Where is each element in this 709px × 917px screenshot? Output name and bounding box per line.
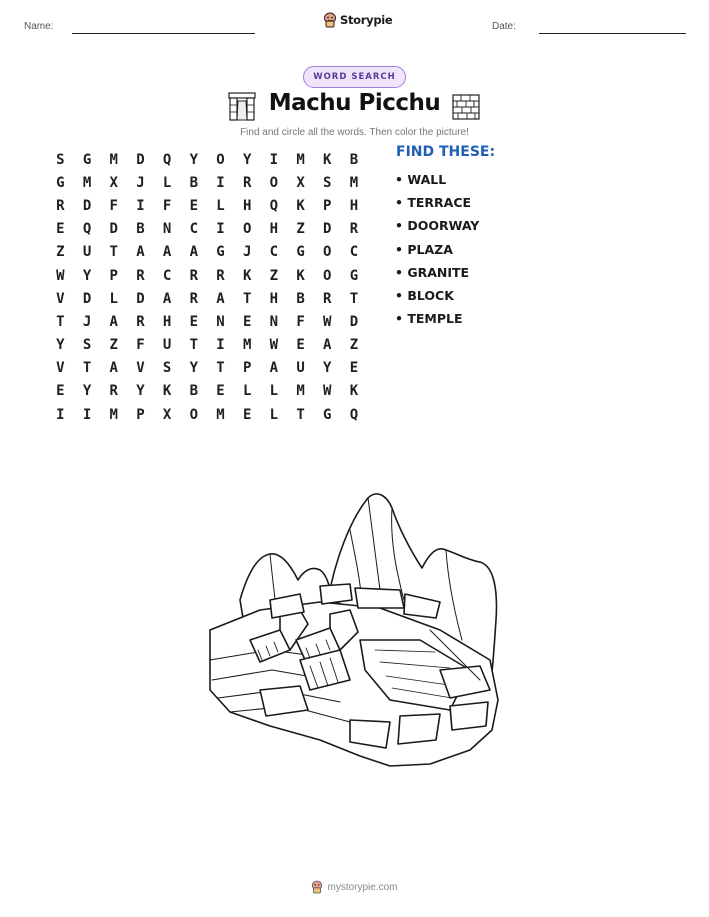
grid-letter[interactable]: O [269, 174, 279, 191]
grid-letter[interactable]: I [56, 406, 65, 423]
grid-row [47, 194, 367, 217]
grid-letter[interactable]: P [109, 267, 118, 284]
grid-row [47, 357, 367, 380]
grid-letter[interactable]: I [216, 221, 225, 238]
grid-letter[interactable]: I [216, 337, 225, 354]
grid-letter[interactable]: S [56, 151, 65, 168]
grid-letter[interactable]: A [162, 290, 172, 307]
word-list-item: • WALL [395, 172, 447, 187]
grid-letter[interactable]: V [136, 360, 145, 377]
grid-letter[interactable]: R [189, 267, 198, 284]
grid-letter[interactable]: P [136, 406, 145, 423]
grid-letter[interactable]: L [242, 383, 252, 400]
grid-letter[interactable]: V [56, 360, 65, 377]
grid-letter[interactable]: S [82, 337, 92, 354]
grid-letter[interactable]: W [269, 337, 279, 354]
grid-row [47, 264, 367, 287]
grid-letter[interactable]: Z [269, 267, 279, 284]
grid-letter[interactable]: O [216, 151, 225, 168]
word-list-item: • PLAZA [395, 241, 453, 257]
grid-letter[interactable]: N [162, 221, 172, 238]
grid-letter[interactable]: L [109, 290, 118, 307]
grid-letter[interactable]: R [189, 290, 198, 307]
grid-letter[interactable]: H [162, 313, 172, 330]
grid-letter[interactable]: K [242, 267, 252, 284]
grid-letter[interactable]: E [56, 221, 65, 238]
grid-letter[interactable]: R [349, 221, 359, 238]
grid-letter[interactable]: C [189, 221, 198, 238]
grid-letter[interactable]: T [242, 290, 252, 307]
grid-letter[interactable]: M [109, 151, 118, 168]
grid-letter[interactable]: T [82, 360, 92, 377]
grid-letter[interactable]: F [136, 337, 145, 354]
grid-letter[interactable]: G [82, 151, 92, 168]
grid-letter[interactable]: Y [242, 151, 252, 168]
grid-letter[interactable]: K [349, 383, 359, 400]
brand [323, 12, 392, 28]
grid-row [47, 287, 367, 310]
grid-letter[interactable]: D [136, 151, 145, 168]
grid-letter[interactable]: R [136, 313, 145, 330]
grid-letter[interactable]: P [242, 360, 252, 377]
grid-letter[interactable]: K [296, 267, 305, 284]
grid-letter[interactable]: J [82, 313, 92, 330]
grid-letter[interactable]: B [349, 151, 359, 168]
grid-row [47, 241, 367, 264]
grid-letter[interactable]: H [349, 197, 359, 214]
grid-letter[interactable]: O [323, 267, 332, 284]
grid-letter[interactable]: A [109, 313, 118, 330]
grid-letter[interactable]: W [323, 313, 332, 330]
grid-letter[interactable]: E [56, 383, 65, 400]
grid-letter[interactable]: X [162, 406, 172, 423]
grid-letter[interactable]: D [323, 221, 332, 238]
grid-letter[interactable]: X [296, 174, 305, 191]
grid-letter[interactable]: I [136, 197, 145, 214]
grid-letter[interactable]: Y [136, 383, 145, 400]
grid-letter[interactable]: T [189, 337, 198, 354]
grid-letter[interactable]: Y [82, 383, 92, 400]
grid-letter[interactable]: E [242, 406, 252, 423]
grid-row [47, 334, 367, 357]
grid-letter[interactable]: G [323, 406, 332, 423]
grid-letter[interactable]: L [216, 197, 225, 214]
grid-letter[interactable]: Z [56, 244, 65, 261]
grid-letter[interactable]: B [189, 174, 198, 191]
grid-letter[interactable]: S [162, 360, 172, 377]
grid-letter[interactable]: G [296, 244, 305, 261]
grid-letter[interactable]: M [296, 151, 305, 168]
grid-letter[interactable]: A [136, 244, 145, 261]
grid-letter[interactable]: Y [189, 360, 198, 377]
grid-letter[interactable]: E [216, 383, 225, 400]
grid-letter[interactable]: K [162, 383, 172, 400]
grid-letter[interactable]: Y [189, 151, 198, 168]
grid-letter[interactable]: M [109, 406, 118, 423]
grid-letter[interactable]: X [109, 174, 118, 191]
grid-row [47, 310, 367, 333]
grid-letter[interactable]: A [162, 244, 172, 261]
page-title: Machu Picchu [268, 90, 441, 116]
grid-letter[interactable]: M [216, 406, 225, 423]
grid-letter[interactable]: J [136, 174, 145, 191]
grid-letter[interactable]: D [109, 221, 118, 238]
grid-letter[interactable]: N [216, 313, 225, 330]
word-list-item: • DOORWAY [395, 218, 480, 234]
letter-grid[interactable] [47, 148, 367, 426]
word-list-item: • TEMPLE [395, 311, 463, 327]
grid-letter[interactable]: D [82, 290, 92, 307]
stone-wall-icon [452, 94, 480, 120]
grid-letter[interactable]: B [189, 383, 198, 400]
grid-letter[interactable]: T [109, 244, 118, 261]
name-line[interactable] [72, 33, 255, 34]
name-label: Name: [24, 21, 54, 32]
date-label: Date: [492, 21, 516, 32]
grid-letter[interactable]: C [349, 244, 359, 261]
grid-letter[interactable]: E [296, 337, 305, 354]
grid-letter[interactable]: T [56, 313, 65, 330]
grid-letter[interactable]: Q [82, 221, 92, 238]
grid-letter[interactable]: T [216, 360, 225, 377]
grid-letter[interactable]: B [136, 221, 145, 238]
grid-letter[interactable]: F [296, 313, 305, 330]
grid-letter[interactable]: R [56, 197, 65, 214]
grid-letter[interactable]: R [136, 267, 145, 284]
grid-letter[interactable]: Y [323, 360, 332, 377]
grid-letter[interactable]: I [82, 406, 92, 423]
grid-letter[interactable]: C [162, 267, 172, 284]
grid-letter[interactable]: Z [349, 337, 359, 354]
grid-letter[interactable]: A [189, 244, 198, 261]
storypie-logo-icon [311, 880, 323, 894]
grid-letter[interactable]: D [136, 290, 145, 307]
grid-letter[interactable]: A [109, 360, 118, 377]
date-line[interactable] [539, 33, 686, 34]
grid-row [47, 171, 367, 194]
grid-letter[interactable]: G [349, 267, 359, 284]
grid-letter[interactable]: O [189, 406, 198, 423]
grid-letter[interactable]: E [242, 313, 252, 330]
grid-letter[interactable]: Q [349, 406, 359, 423]
grid-letter[interactable]: Y [56, 337, 65, 354]
machu-picchu-illustration[interactable] [200, 490, 505, 770]
storypie-logo-icon [323, 12, 337, 28]
grid-letter[interactable]: Z [109, 337, 118, 354]
grid-letter[interactable]: U [82, 244, 92, 261]
grid-row [47, 148, 367, 171]
grid-letter[interactable]: G [216, 244, 225, 261]
grid-letter[interactable]: H [269, 221, 279, 238]
grid-letter[interactable]: M [296, 383, 305, 400]
grid-letter[interactable]: A [323, 337, 332, 354]
grid-letter[interactable]: T [349, 290, 359, 307]
grid-letter[interactable]: T [296, 406, 305, 423]
grid-letter[interactable]: B [296, 290, 305, 307]
word-list-item: • TERRACE [395, 195, 472, 211]
footer [0, 880, 709, 894]
grid-letter[interactable]: D [349, 313, 359, 330]
word-list-item: • GRANITE [395, 264, 470, 280]
grid-letter[interactable]: Y [82, 267, 92, 284]
grid-row [47, 218, 367, 241]
grid-letter[interactable]: O [242, 221, 252, 238]
grid-letter[interactable]: Z [296, 221, 305, 238]
grid-letter[interactable]: A [216, 290, 225, 307]
grid-letter[interactable]: U [162, 337, 172, 354]
grid-letter[interactable]: L [269, 406, 279, 423]
grid-letter[interactable]: S [323, 174, 332, 191]
grid-letter[interactable]: Q [269, 197, 279, 214]
grid-letter[interactable]: N [269, 313, 279, 330]
grid-letter[interactable]: R [109, 383, 118, 400]
grid-letter[interactable]: K [296, 197, 305, 214]
grid-letter[interactable]: C [269, 244, 279, 261]
grid-row [47, 403, 367, 426]
grid-letter[interactable]: I [216, 174, 225, 191]
grid-letter[interactable]: J [242, 244, 252, 261]
grid-letter[interactable]: M [349, 174, 359, 191]
grid-letter[interactable]: E [189, 313, 198, 330]
grid-letter[interactable]: R [242, 174, 252, 191]
footer-url[interactable]: mystorypie.com [327, 881, 398, 893]
grid-letter[interactable]: W [56, 267, 65, 284]
grid-letter[interactable]: F [162, 197, 172, 214]
grid-letter[interactable]: F [109, 197, 118, 214]
grid-letter[interactable]: M [242, 337, 252, 354]
grid-letter[interactable]: G [56, 174, 65, 191]
grid-letter[interactable]: E [189, 197, 198, 214]
grid-letter[interactable]: H [269, 290, 279, 307]
grid-letter[interactable]: K [323, 151, 332, 168]
grid-letter[interactable]: U [296, 360, 305, 377]
grid-letter[interactable]: P [323, 197, 332, 214]
grid-letter[interactable]: V [56, 290, 65, 307]
grid-letter[interactable]: I [269, 151, 279, 168]
grid-letter[interactable]: E [349, 360, 359, 377]
grid-letter[interactable]: D [82, 197, 92, 214]
grid-letter[interactable]: R [323, 290, 332, 307]
grid-row [47, 380, 367, 403]
grid-letter[interactable]: W [323, 383, 332, 400]
grid-letter[interactable]: H [242, 197, 252, 214]
instructions: Find and circle all the words. Then color the picture! [240, 127, 469, 138]
find-these-heading: FIND THESE: [396, 144, 496, 160]
word-search-badge: WORD SEARCH [303, 66, 406, 88]
grid-letter[interactable]: Q [162, 151, 172, 168]
grid-letter[interactable]: R [216, 267, 225, 284]
grid-letter[interactable]: A [269, 360, 279, 377]
brand-name: Storypie [340, 13, 393, 27]
grid-letter[interactable]: L [162, 174, 172, 191]
grid-letter[interactable]: O [323, 244, 332, 261]
grid-letter[interactable]: M [82, 174, 92, 191]
word-list [395, 172, 479, 334]
word-list-item: • BLOCK [395, 287, 454, 303]
grid-letter[interactable]: L [269, 383, 279, 400]
